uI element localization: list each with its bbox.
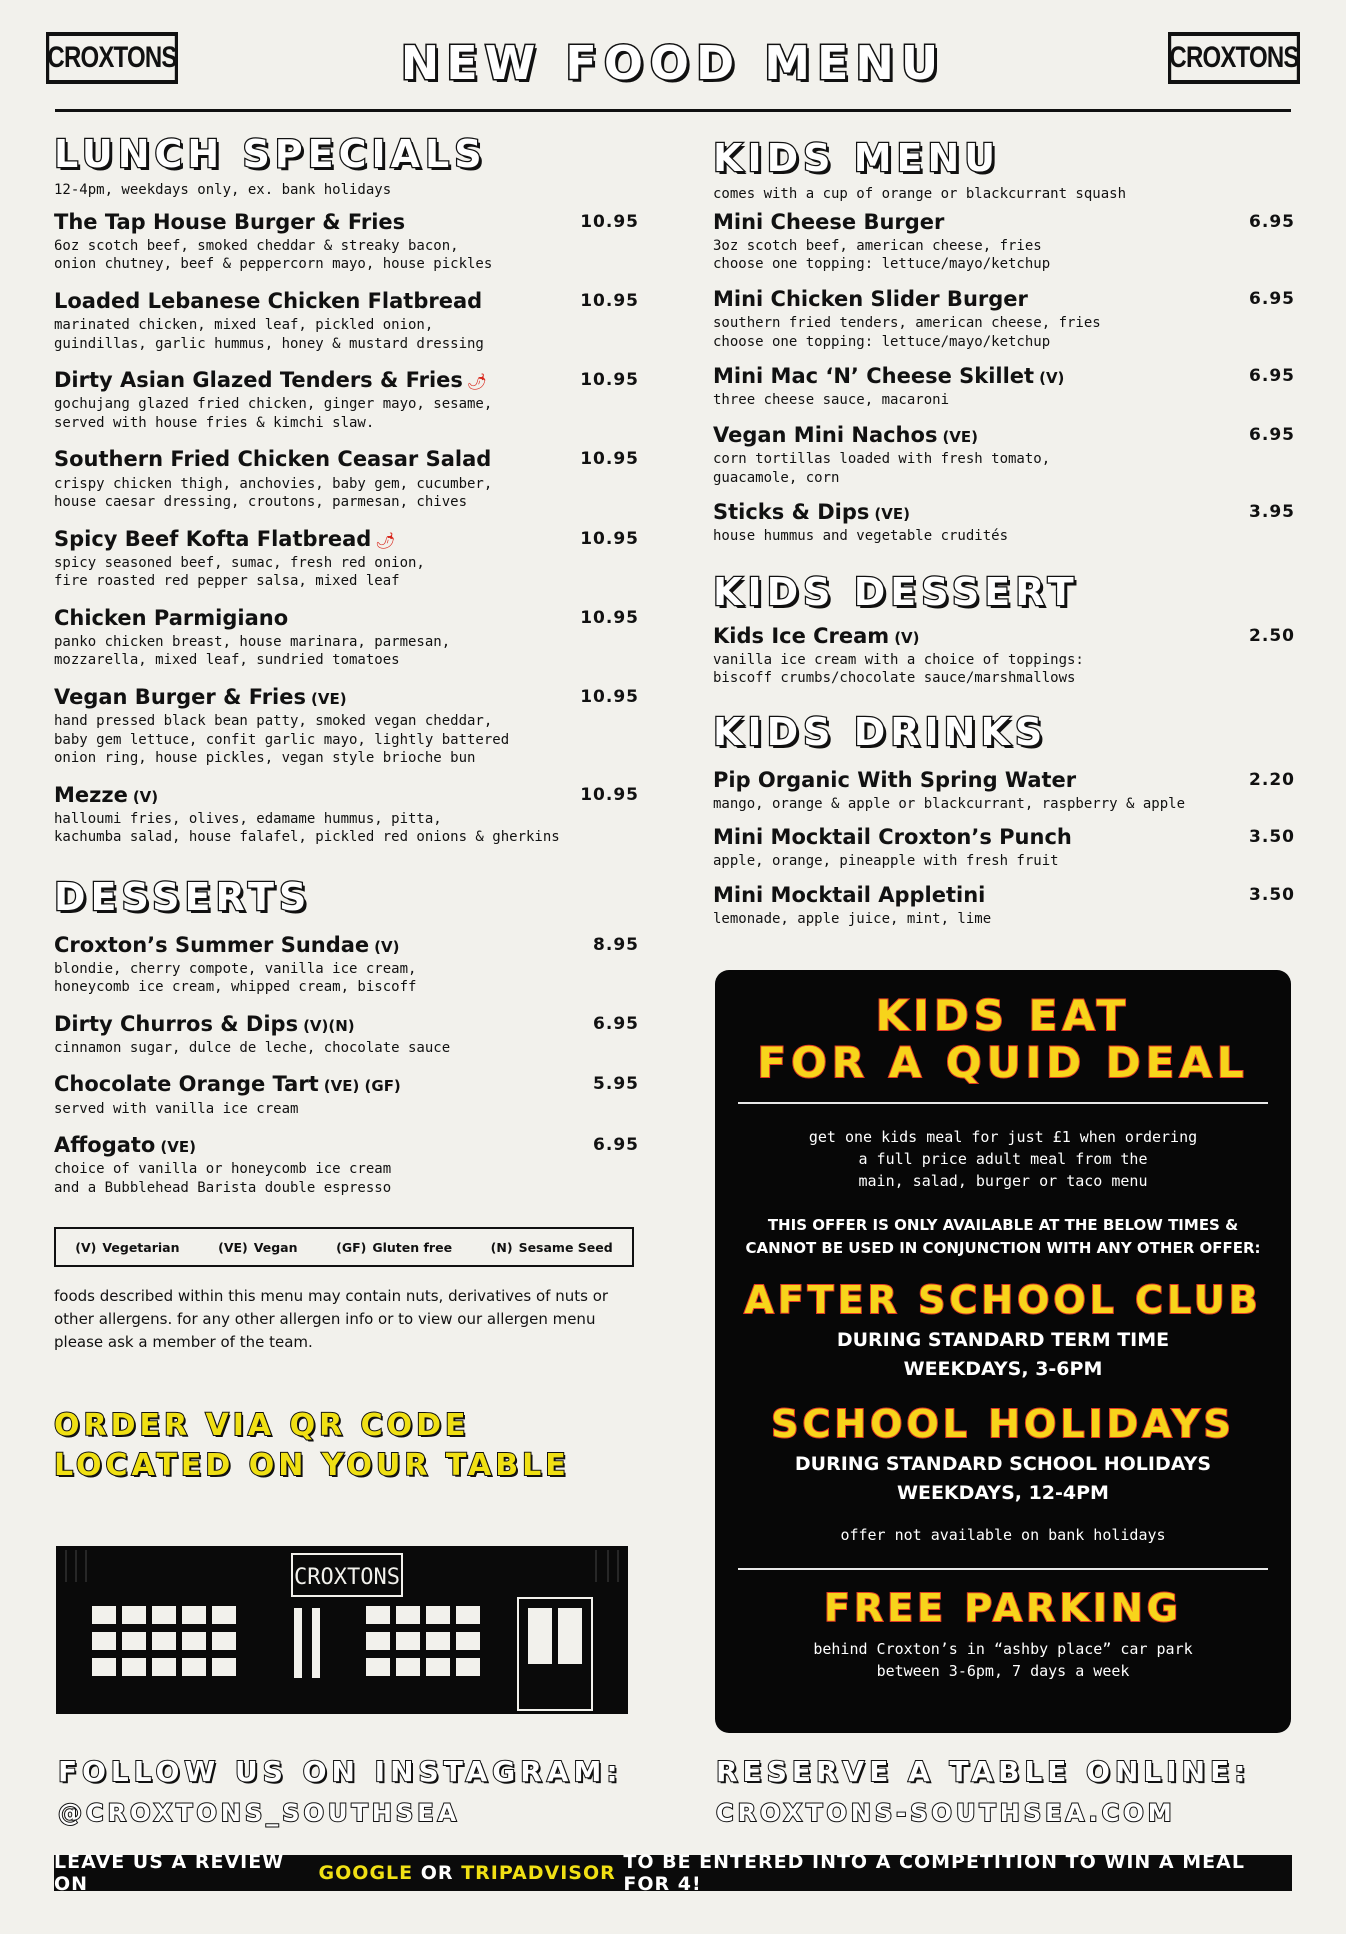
dietary-tag: (VE) [874,505,910,524]
item-description: spicy seasoned beef, sumac, fresh red onion, fire roasted red pepper salsa, mixed leaf [54,554,425,590]
review-banner: LEAVE US A REVIEW ON GOOGLE OR TRIPADVISOR TO BE ENTERED INTO A COMPETITION TO WIN A MEAL FOR 4! [54,1855,1292,1891]
item-description: mango, orange & apple or blackcurrant, raspberry & apple [713,795,1186,812]
item-name: Dirty Churros & Dips [54,1011,299,1036]
menu-item [54,1012,639,1058]
item-description: corn tortillas loaded with fresh tomato, guacamole, corn [713,451,1051,486]
menu-item [713,768,1295,814]
free-parking-title: FREE PARKING [824,1586,1182,1630]
item-description: marinated chicken, mixed leaf, pickled onion, guindillas, garlic hummus, honey & mustard dressing [54,317,484,352]
menu-item [54,783,639,847]
item-description: apple, orange, pineapple with fresh fruit [713,853,1059,870]
dietary-tag: (VE) [160,1138,196,1157]
deal-description: get one kids meal for just £1 when ordering a full price adult meal from the main, salad, burger or taco menu [808,1128,1198,1190]
item-name: Croxton’s Summer Sundae [54,932,370,957]
item-name: Mini Chicken Slider Burger [713,286,1028,311]
menu-item [713,825,1295,871]
kids-menu-heading: KIDS MENU [713,136,1001,180]
allergen-note: foods described within this menu may contain nuts, derivatives of nuts or other allergens. for any other allergen info or to view our allergen menu please ask a member of the team. [54,1287,609,1352]
menu-item [713,423,1295,487]
page-title: NEW FOOD MENU [400,36,946,90]
item-name: Sticks & Dips [713,500,870,525]
item-description: three cheese sauce, macaroni [713,392,950,409]
item-description: choice of vanilla or honeycomb ice cream and a Bubblehead Barista double espresso [54,1161,392,1196]
item-price: 10.95 [580,449,639,470]
menu-item [713,210,1295,274]
legend-item: (N) Sesame Seed [490,1239,613,1255]
item-description: southern fried tenders, american cheese, fries choose one topping: lettuce/mayo/ketchup [713,315,1101,350]
item-description: vanilla ice cream with a choice of toppings: biscoff crumbs/chocolate sauce/marshmallows [713,651,1084,687]
school-holidays-title: SCHOOL HOLIDAYS [771,1402,1235,1446]
deal-title: KIDS EAT FOR A QUID DEAL [757,991,1249,1087]
right-column [713,138,1295,944]
menu-item [54,933,639,997]
item-description: halloumi fries, olives, edamame hummus, pitta, kachumba salad, house falafel, pickled red onions & gherkins [54,810,560,846]
item-price: 3.50 [1249,827,1295,848]
reserve-url[interactable]: CROXTONS-SOUTHSEA.COM [716,1799,1176,1827]
item-name: Dirty Asian Glazed Tenders & Fries [54,368,463,393]
menu-item [713,364,1295,410]
menu-item [54,447,639,511]
dietary-tag: (V) [894,628,920,647]
chili-pepper-icon: 🌶︎ [466,372,488,392]
item-price: 10.95 [580,528,639,549]
dietary-tag: (V) [132,787,159,806]
reserve-label: RESERVE A TABLE ONLINE: [716,1755,1251,1788]
item-name: Vegan Burger & Fries [54,684,306,709]
menu-item [54,1072,639,1118]
deal-divider [738,1102,1268,1104]
item-name: The Tap House Burger & Fries [54,209,406,234]
after-school-club-period: DURING STANDARD TERM TIME WEEKDAYS, 3-6PM [836,1329,1170,1380]
item-price: 10.95 [580,211,639,232]
item-price: 8.95 [593,934,639,955]
dietary-legend [54,1227,634,1267]
storefront-sign: CROXTONS [294,1565,400,1590]
item-price: 10.95 [580,607,639,628]
kids-deal-panel [715,970,1291,1733]
tripadvisor-link[interactable]: TRIPADVISOR [461,1862,616,1884]
lunch-specials-heading: LUNCH SPECIALS [54,132,487,176]
item-description: hand pressed black bean patty, smoked vegan cheddar, baby gem lettuce, confit garlic mayo, lightly battered onion ring, house pickles, vegan style brioche bun [54,713,510,767]
item-price: 10.95 [580,784,639,805]
item-name: Mini Mac ‘N’ Cheese Skillet [713,364,1035,389]
item-price: 2.20 [1249,769,1295,790]
item-price: 6.95 [1249,424,1295,445]
menu-item [54,289,639,353]
item-name: Kids Ice Cream [713,623,890,648]
dietary-tag: (V) [374,937,400,956]
dietary-tag: (V) [1039,369,1065,388]
item-description: gochujang glazed fried chicken, ginger mayo, sesame, served with house fries & kimchi slaw. [54,396,493,431]
item-price: 6.95 [1249,366,1295,387]
item-name: Vegan Mini Nachos [713,422,938,447]
desserts-heading: DESSERTS [54,874,312,919]
google-link[interactable]: GOOGLE [318,1862,414,1884]
item-description: served with vanilla ice cream [54,1100,299,1117]
bank-holiday-note: offer not available on bank holidays [840,1526,1166,1544]
menu-item [54,368,639,432]
legend-item: (VE) Vegan [218,1239,298,1255]
item-price: 6.95 [1249,211,1295,232]
left-column [54,134,639,1486]
menu-item [54,685,639,768]
after-school-club-title: AFTER SCHOOL CLUB [744,1278,1262,1322]
item-name: Loaded Lebanese Chicken Flatbread [54,288,483,313]
qr-order-callout: ORDER VIA QR CODE LOCATED ON YOUR TABLE [54,1408,570,1484]
dietary-tag: (V)(N) [303,1016,355,1035]
item-name: Spicy Beef Kofta Flatbread [54,526,372,551]
item-name: Affogato [54,1133,156,1158]
deal-divider [738,1568,1268,1570]
item-name: Mini Mocktail Croxton’s Punch [713,825,1072,850]
kids-dessert-heading: KIDS DESSERT [713,569,1079,614]
kids-menu-note: comes with a cup of orange or blackcurrant squash [713,185,1127,202]
item-name: Mezze [54,782,128,807]
item-price: 10.95 [580,370,639,391]
item-name: Mini Mocktail Appletini [713,882,986,907]
item-description: lemonade, apple juice, mint, lime [713,911,992,928]
menu-item [713,287,1295,351]
item-price: 3.50 [1249,884,1295,905]
item-description: blondie, cherry compote, vanilla ice cream, honeycomb ice cream, whipped cream, biscoff [54,960,417,996]
item-price: 6.95 [593,1135,639,1156]
item-description: 6oz scotch beef, smoked cheddar & streaky bacon, onion chutney, beef & peppercorn mayo, house pickles [54,237,493,273]
item-name: Chicken Parmigiano [54,605,289,630]
item-price: 10.95 [580,686,639,707]
item-description: cinnamon sugar, dulce de leche, chocolate sauce [54,1039,451,1056]
menu-item [54,210,639,274]
header-divider [55,109,1291,112]
item-price: 5.95 [593,1074,639,1095]
kids-drinks-heading: KIDS DRINKS [713,709,1048,754]
menu-item [54,606,639,670]
item-price: 10.95 [580,290,639,311]
legend-item: (V) Vegetarian [75,1239,180,1255]
item-name: Mini Cheese Burger [713,209,945,234]
item-description: house hummus and vegetable crudités [713,528,1009,545]
item-description: panko chicken breast, house marinara, parmesan, mozzarella, mixed leaf, sundried tomatoes [54,633,451,669]
menu-item [54,1133,639,1197]
dietary-tag: (VE) [942,427,979,446]
deal-conditions: THIS OFFER IS ONLY AVAILABLE AT THE BELOW TIMES & CANNOT BE USED IN CONJUNCTION WITH ANY OTHER OFFER: [745,1216,1261,1257]
croxtons-logo-right: CROXTONS [1168,32,1300,84]
item-description: crispy chicken thigh, anchovies, baby gem, cucumber, house caesar dressing, croutons, parmesan, chives [54,475,493,511]
dietary-tag: (VE) [311,689,347,708]
dietary-tag: (VE) (GF) [323,1077,401,1096]
item-name: Pip Organic With Spring Water [713,767,1077,792]
school-holidays-period: DURING STANDARD SCHOOL HOLIDAYS WEEKDAYS, 12-4PM [794,1453,1212,1504]
item-name: Southern Fried Chicken Ceasar Salad [54,447,492,472]
legend-item: (GF) Gluten free [336,1239,453,1255]
item-price: 6.95 [1249,288,1295,309]
item-price: 6.95 [593,1013,639,1034]
storefront-illustration [56,1542,628,1718]
instagram-handle[interactable]: @CROXTONS_SOUTHSEA [58,1799,461,1827]
croxtons-logo-left: CROXTONS [46,32,178,84]
instagram-label: FOLLOW US ON INSTAGRAM: [58,1755,623,1788]
menu-item [713,500,1295,546]
lunch-specials-note: 12-4pm, weekdays only, ex. bank holidays [54,181,392,198]
item-price: 2.50 [1249,625,1295,646]
item-name: Chocolate Orange Tart [54,1072,319,1097]
menu-item [713,624,1295,688]
item-price: 3.95 [1249,502,1295,523]
menu-item [713,883,1295,929]
item-description: 3oz scotch beef, american cheese, fries choose one topping: lettuce/mayo/ketchup [713,237,1051,273]
chili-pepper-icon: 🌶︎ [375,530,396,550]
free-parking-text: behind Croxton’s in “ashby place” car park between 3-6pm, 7 days a week [813,1640,1193,1680]
menu-item [54,527,639,591]
